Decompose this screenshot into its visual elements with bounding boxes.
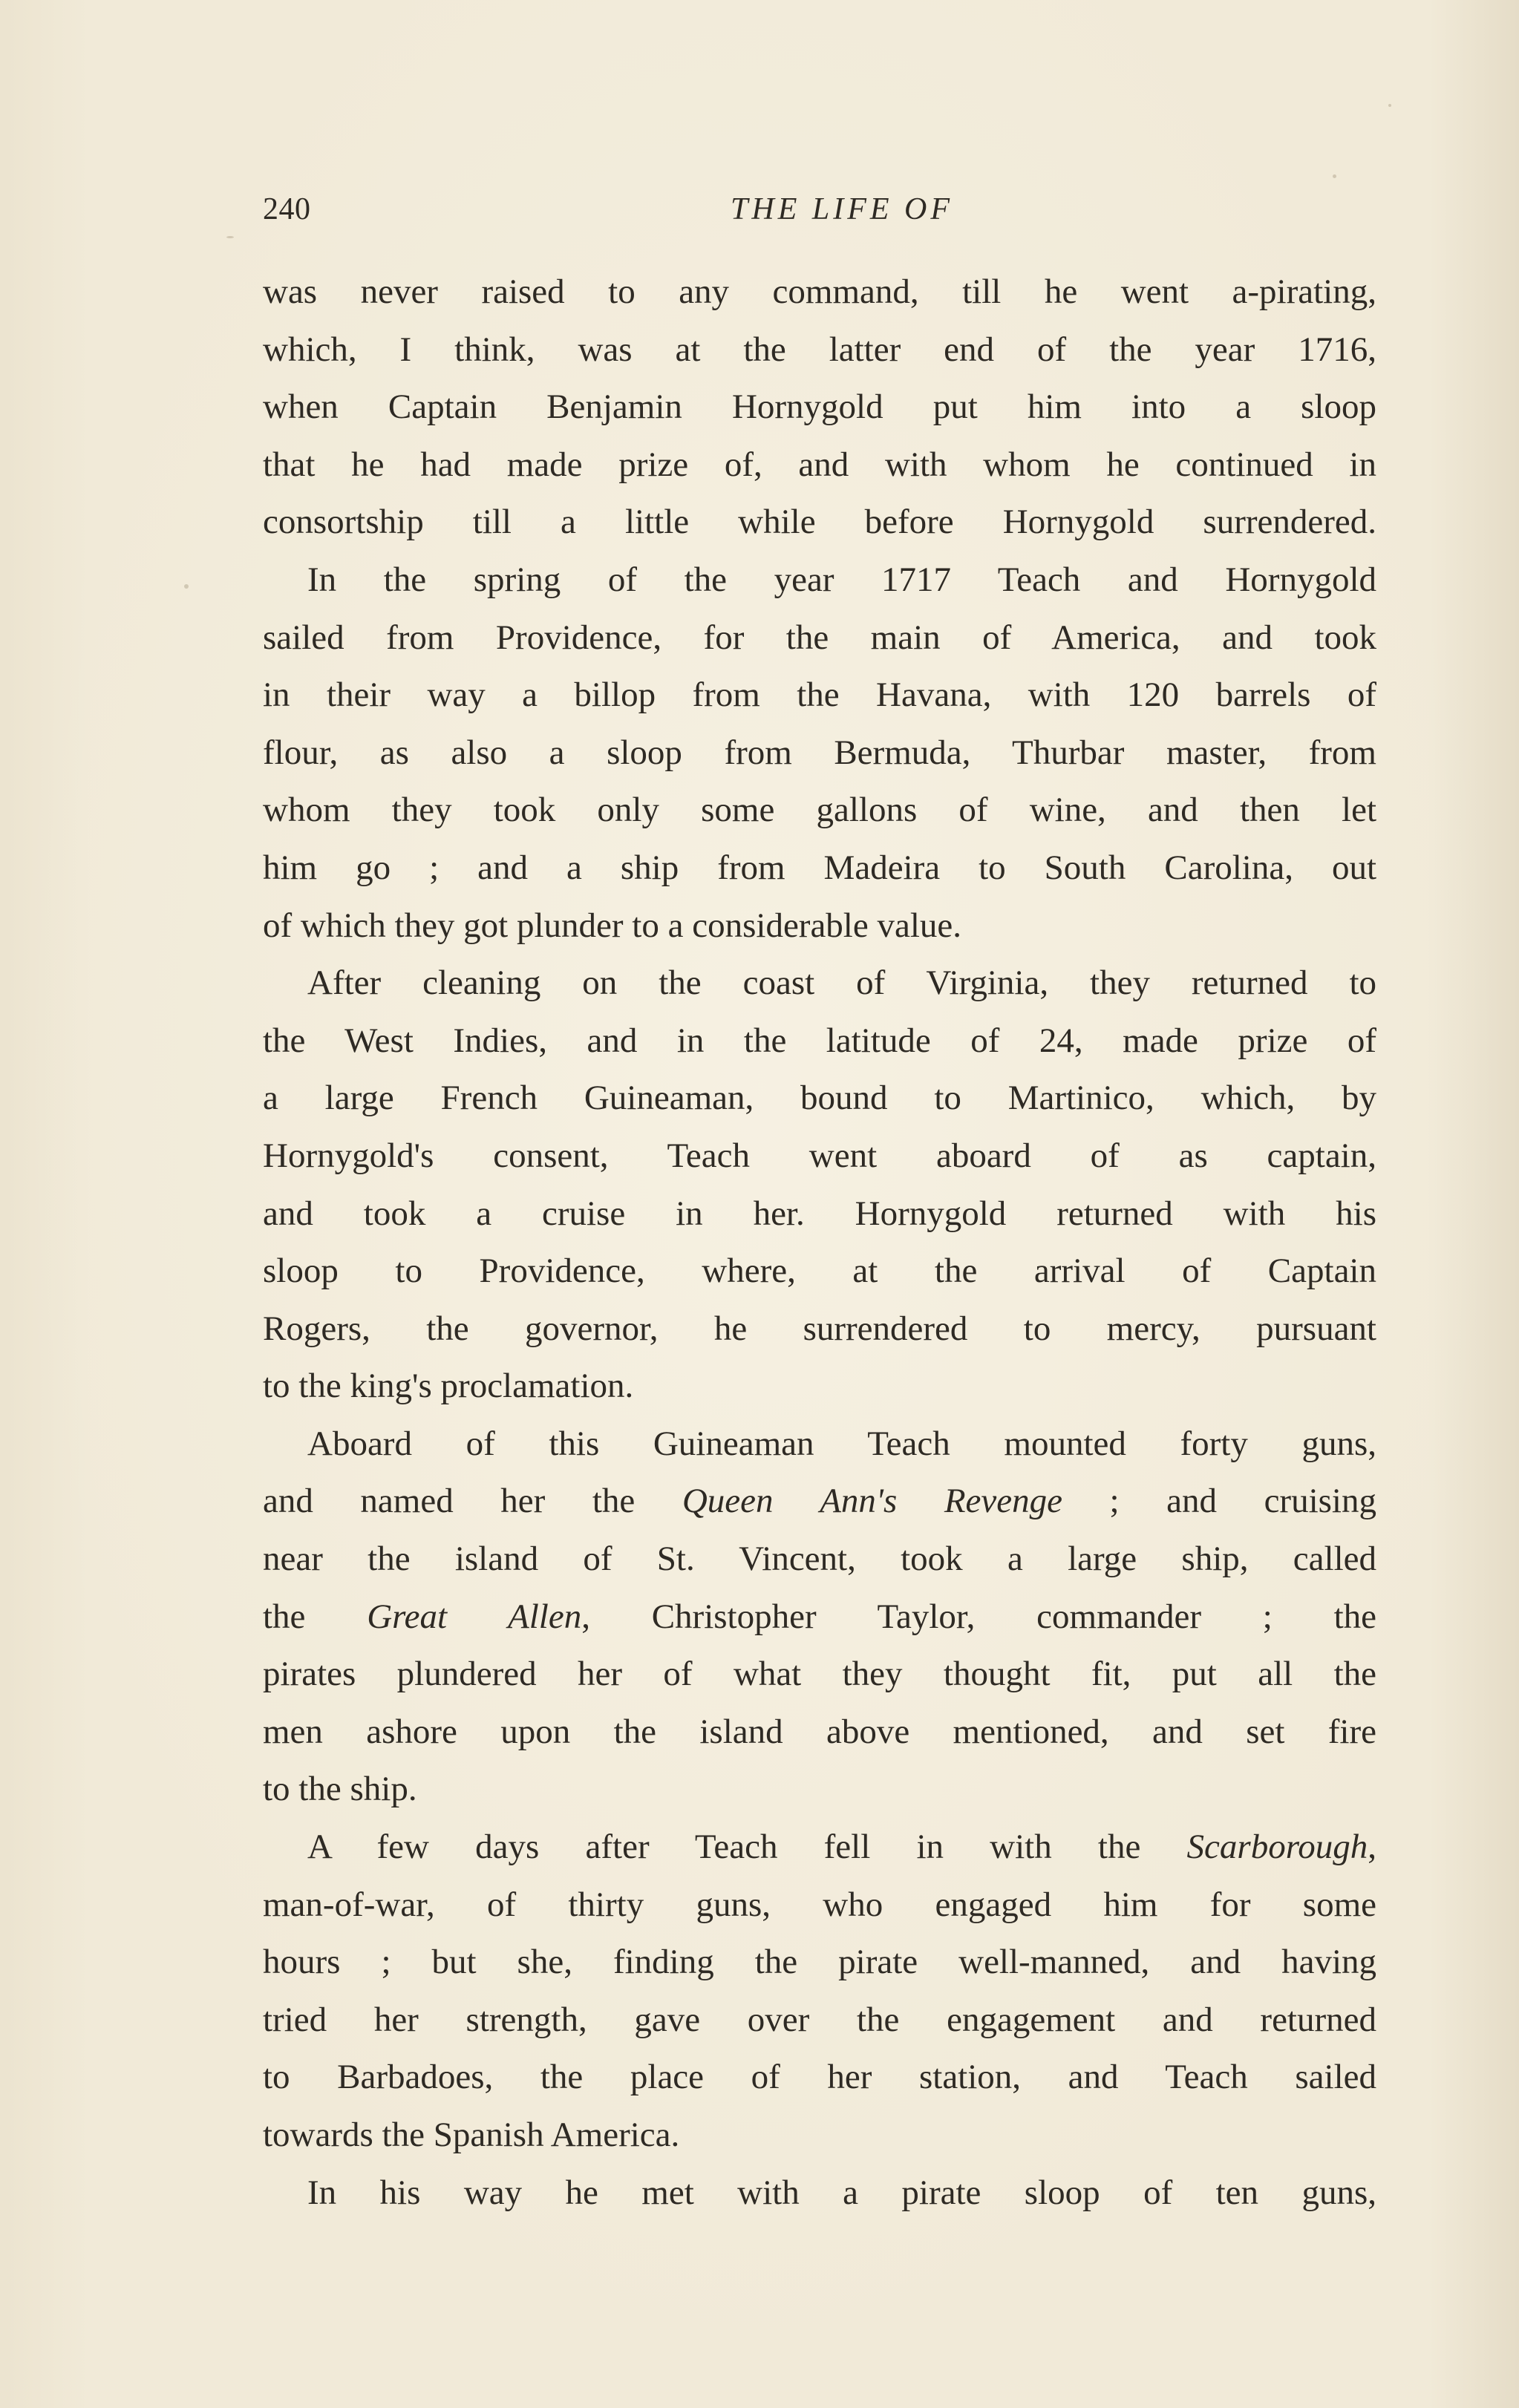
text-run: ; and cruising bbox=[1062, 1482, 1376, 1521]
text-line: which, I think, was at the latter end of the year 1716, bbox=[263, 330, 1376, 369]
text-line: In the spring of the year 1717 Teach and Hornygold bbox=[307, 560, 1376, 599]
text-line: to Barbadoes, the place of her station, and Teach sailed bbox=[263, 2058, 1376, 2097]
ship-name-italic: Scarborough bbox=[1186, 1828, 1368, 1867]
text-line: flour, as also a sloop from Bermuda, Thurbar master, from bbox=[263, 733, 1376, 772]
text-line: was never raised to any command, till he went a-pirating, bbox=[263, 272, 1376, 311]
text-line: to the king's proclamation. bbox=[263, 1367, 634, 1406]
text-line bbox=[263, 1589, 1376, 1646]
body-text bbox=[263, 264, 1376, 2222]
text-run: the bbox=[263, 1597, 368, 1636]
text-line bbox=[263, 1473, 1376, 1531]
paper-speck bbox=[226, 236, 234, 238]
text-line: whom they took only some gallons of wine, and then let bbox=[263, 791, 1376, 830]
text-line: tried her strength, gave over the engagement and returned bbox=[263, 2000, 1376, 2039]
text-run: A few days after Teach fell in with the bbox=[307, 1828, 1187, 1867]
text-line: sloop to Providence, where, at the arrival of Captain bbox=[263, 1252, 1376, 1291]
text-line: men ashore upon the island above mentioned, and set fire bbox=[263, 1712, 1376, 1751]
text-line: In his way he met with a pirate sloop of ten guns, bbox=[307, 2173, 1376, 2212]
text-line: Aboard of this Guineaman Teach mounted forty guns, bbox=[307, 1424, 1376, 1463]
text-line: in their way a billop from the Havana, with 120 barrels of bbox=[263, 675, 1376, 715]
text-run: , bbox=[1368, 1828, 1376, 1867]
text-line: hours ; but she, finding the pirate well-manned, and having bbox=[263, 1943, 1376, 1982]
ship-name-italic: Queen Ann's Revenge bbox=[682, 1482, 1062, 1521]
page-number: 240 bbox=[263, 192, 311, 226]
running-head: THE LIFE OF bbox=[731, 192, 953, 226]
paper-speck bbox=[1388, 104, 1391, 107]
text-line: sailed from Providence, for the main of America, and took bbox=[263, 618, 1376, 657]
paper-speck bbox=[184, 584, 189, 589]
page-header bbox=[263, 186, 1376, 233]
text-line: the West Indies, and in the latitude of 24, made prize of bbox=[263, 1021, 1376, 1060]
text-line: Rogers, the governor, he surrendered to mercy, pursuant bbox=[263, 1309, 1376, 1348]
text-line: that he had made prize of, and with whom he continued in bbox=[263, 445, 1376, 484]
text-line: to the ship. bbox=[263, 1770, 417, 1809]
text-line: pirates plundered her of what they thought fit, put all the bbox=[263, 1655, 1376, 1694]
text-line: man-of-war, of thirty guns, who engaged him for some bbox=[263, 1885, 1376, 1924]
text-line: a large French Guineaman, bound to Martinico, which, by bbox=[263, 1079, 1376, 1118]
text-line: Hornygold's consent, Teach went aboard of as captain, bbox=[263, 1136, 1376, 1175]
paper-speck bbox=[1333, 174, 1336, 178]
text-line bbox=[263, 1819, 1376, 1877]
text-line: near the island of St. Vincent, took a large ship, called bbox=[263, 1540, 1376, 1579]
text-line: him go ; and a ship from Madeira to South Carolina, out bbox=[263, 848, 1376, 887]
text-run: , Christopher Taylor, commander ; the bbox=[581, 1597, 1376, 1636]
text-line: of which they got plunder to a considerable value. bbox=[263, 906, 962, 945]
text-line: and took a cruise in her. Hornygold returned with his bbox=[263, 1194, 1376, 1233]
text-line: when Captain Benjamin Hornygold put him into a sloop bbox=[263, 387, 1376, 427]
text-run: and named her the bbox=[263, 1482, 682, 1521]
text-line: towards the Spanish America. bbox=[263, 2116, 680, 2154]
ship-name-italic: Great Allen bbox=[367, 1597, 582, 1636]
text-line: consortship till a little while before Hornygold surrendered. bbox=[263, 503, 1376, 542]
text-line: After cleaning on the coast of Virginia, they returned to bbox=[307, 963, 1376, 1003]
